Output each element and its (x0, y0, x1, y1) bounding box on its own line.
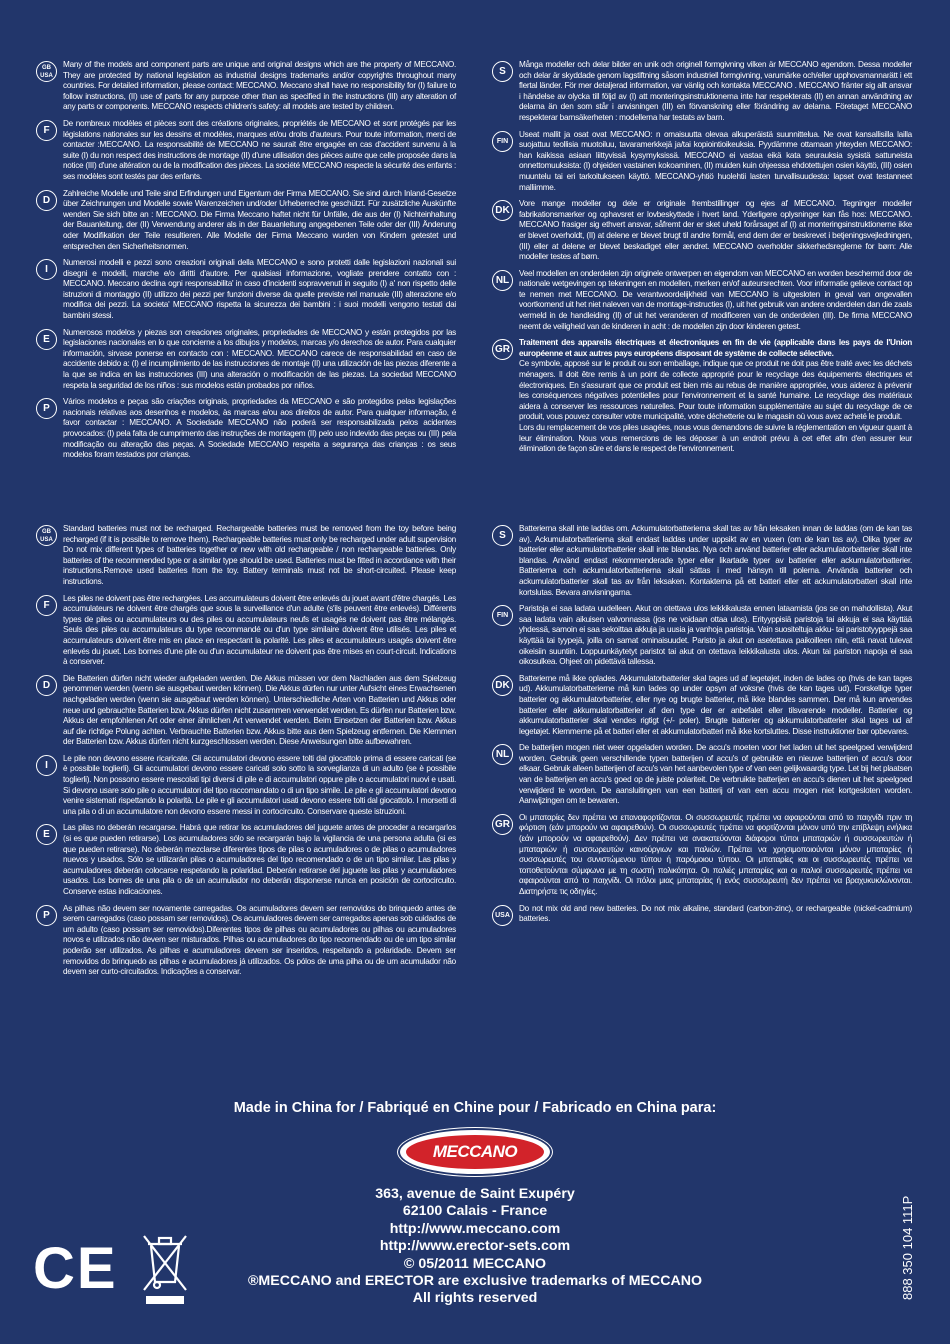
language-block-p (36, 904, 456, 978)
notice-text: Many of the models and component parts are unique and original designs which are the property of MECCANO. They are protected by national legislation as industrial designs trademarks and/or copyrights throughout many countries. For detailed information, please contact: MECCANO. Meccano shall have no responsibility for (I) failure to follow instructions, (II) use of parts for any purpose other than as specified in the instructions (III) any alteration of any parts or components. MECCANO respects children's safety: all models are tested by children. (63, 60, 456, 112)
language-badge-icon: USA (492, 905, 513, 926)
website-meccano[interactable]: http://www.meccano.com (389, 1220, 561, 1237)
language-block-gr (492, 338, 912, 455)
language-block-d (36, 674, 456, 748)
language-text-wrap (519, 813, 912, 898)
language-block-gr (492, 813, 912, 898)
language-badge-icon: DK (492, 675, 513, 696)
language-text-wrap (519, 269, 912, 333)
language-text-wrap (519, 338, 912, 455)
website-erector[interactable]: http://www.erector-sets.com (379, 1238, 571, 1255)
meccano-logo-oval (406, 1135, 544, 1169)
language-code-part: USA (40, 72, 53, 79)
notice-text: De batterijen mogen niet weer opgeladen worden. De accu's moeten voor het laden uit het speelgoed verwijderd worden. Gebruik geen verschillende typen batterijen of accu's of gebruikte en nieuwe batterijen of accu's door elkaar. Gebruik alleen batterijen of accu's van het aanbevolen type of van een gelijkwaardig type. Let bij het plaatsen van de batterijen en accu's goed op de juiste polariteit. De verbruikte batterijen en accu's dienen uit het speelgoed verwijderd te worden. De aansluitingen van een batterij of van een accu mogen niet kortgesloten worden. Aanwijzingen om te bewaren. (519, 743, 912, 806)
language-text-wrap (63, 189, 456, 253)
language-block-s (492, 524, 912, 598)
language-badge-icon: I (36, 755, 57, 776)
language-text-wrap (63, 674, 456, 748)
language-block-usa (492, 904, 912, 926)
language-badge-icon: D (36, 675, 57, 696)
rights-reserved-line: All rights reserved (412, 1290, 538, 1307)
language-badge-icon: DK (492, 200, 513, 221)
notice-text: Les piles ne doivent pas être rechargées. Les accumulateurs doivent être enlevés du jouet avant d'être chargés. Les accumulateurs ne doivent être chargés que sous la surveillance d'un adulte (s'ils peuvent être enlevés). Différents types de piles ou accumulateurs ou des piles ou accumulateurs neufs et usagés ne doivent pas être mélangés. Seuls des piles ou accumulateurs du type recommandé ou d'un type similaire doivent être utilisés. Les piles et accumulateurs doivent être mis en place en respectant la polarité. Les piles et accumulateurs usagés doivent être enlevés du jouet. Les bornes d'une pile ou d'un accumulateur ne doivent pas être mises en court-circuit. Indications à conserver. (63, 593, 456, 667)
language-badge-icon: P (36, 905, 57, 926)
language-block-e (36, 328, 456, 392)
language-block-fin (492, 604, 912, 668)
notice-text: Useat mallit ja osat ovat MECCANO: n omaisuutta olevaa alkuperäistä suunnittelua. Ne ovat kansallisilla lailla suojattuu teollisia muotoiluu, tavaramerkkejä ja/tai kopiointioikeuksia. Pyydämme ottamaan yhteyden MECCANO: han kaikissa asiaan liittyvissä kysymyksissä. MECCANO ei vastaa eikä kata seurauksia sysistä sattuneista onnettomuuksista: (I) ohjeiden vastainen kokoaminen, (II) muiden kuin ohjeessa ehdotettujen osien käyttö, (III) osien muuntelu tai eri tarkoitukseen käyttö. MECCANO-yhtiö huolehtii lasten turvallisuudesta: lapset ovat testanneet malliimme. (519, 129, 912, 192)
language-badge-icon: I (36, 259, 57, 280)
language-badge-icon: F (36, 120, 57, 141)
language-block-p (36, 397, 456, 461)
notice-text: De nombreux modèles et pièces sont des créations originales, propriétés de MECCANO et sont protégés par les législations nationales sur les dessins et modèles, marques et/ou droits d'auteurs. Pour toute information, merci de contacter :MECCANO. La responsabilité de MECCANO ne saurait être engagée en cas d'accident survenu à la suite (I) du non respect des instructions de montage (II) d'une utilisation des pièces autre que celle proposée dans la notice (III) d'une altération ou de la modification des pièces. La société MECCANO respecte la sécurité des enfants : ses modèles sont testés par des enfants. (63, 118, 456, 181)
language-block-dk (492, 674, 912, 738)
language-block-dk (492, 199, 912, 263)
legal-left-column (36, 60, 456, 467)
language-block-nl (492, 269, 912, 333)
language-code-part: GB (42, 64, 51, 71)
language-block-fin (492, 130, 912, 194)
language-text-wrap (519, 524, 912, 598)
notice-text: Numerosos modelos y piezas son creaciones originales, propriedades de MECCANO y están protegidos por las legislaciones nacionales en lo que concierne a los dibujos y modelos, marcas y/o derechos de autor. Para cualquier información, sirvase ponerse en contacto con : MECCANO. MECCANO carece de responsabilidad en caso de accidente debido a: (I) el incumplimiento de las instrucciones de montaje (II) una utilización de las piezas diferente a la que se indica en las instrucciones (III) una alteración o modificación de las piezas. La sociedad MECCANO respeta la seguridad de los niños : sus modelos están probados por niños. (63, 327, 456, 390)
language-badge-icon: FIN (492, 131, 513, 152)
notice-text: Numerosi modelli e pezzi sono creazioni originali della MECCANO e sono protetti dalle legislazioni nazionali sui disegni e modelli, marche e/o diritti d'autore. Per qualsiasi informazione, vogliate prendere contatto con : MECCANO. Meccano declina ogni responsabilita' in caso d'incidenti sopravvenuti in seguito (I) a' non rispetto delle istruzioni di montaggio (II) utilizzo dei pezzi per funzioni diverse da quelle previste nel manuale (III) alterazione e/o modifica dei pezzi. La societa' MECCANO rispetta la sicurezza dei bambini : i suoi modelli vengono testati dai bambini stessi. (63, 258, 456, 321)
notice-text: Veel modellen en onderdelen zijn originele ontwerpen en eigendom van MECCANO en worden beschermd door de nationale wetgevingen op tekeningen en modellen, merken en/of auteursrechten. Voor informatie gelieve contact op te nemen met MECCANO. De verantwoordelijkheid van MECCANO is uitgesloten in geval van ongevallen voortkomend uit het niet naleven van de montage-instructies (I), uit het gebruik van andere onderdelen dan die zaals vermeld in de handleiding (II) of uit het veranderen of modificeren van de onderdelen (III). De firma MECCANO neemt de veiligheid van de kinderen in acht : de modellen zijn door kinderen getest. (519, 268, 912, 331)
language-badge-icon: F (36, 595, 57, 616)
notice-text: Batterierna skall inte laddas om. Ackumulatorbatterierna skall tas av från leksaken innan de laddas (om de kan tas av). Ackumulatorbatterierna skall endast laddas under uppsikt av en vuxen (om de kan tas av). Olika typer av batterier eller ackumulatorbatterier skall inte blandas. Nya och använd batterier eller ackumulatorbatterier skall inte blandas. Använd endast rekommenderade typer eller likartade typer av batterier eller ackumulatorbatterier. Batterierna och ackumulatorbatterierna skall sättas i med hänsyn till polerna. Använda batterier och ackumulatorbatterier skall tas av från leksaken. Kontakterna på ett batteri eller ett ackumulatorbatteri skall inte kortslutas. Bevara anvisningarna. (519, 524, 912, 597)
notice-text: Standard batteries must not be recharged. Rechargeable batteries must be removed from the toy before being recharged (if it is possible to remove them). Rechargeable batteries must only be recharged under adult supervision Do not mix different types of batteries together or new with old rechargeable / non rechargeable batteries. Only batteries of the recommended type or a similar type should be used. Batteries must be fitted in accordance with their instructions.Remove used batteries from the toy. Battery terminals must not be short-circuited. Please keep instructions. (63, 524, 456, 586)
language-badge-icon: E (36, 824, 57, 845)
notice-text: Batterierne må ikke oplades. Akkumulatorbatterier skal tages ud af legetøjet, inden de lades op (hvis de kan tages ud). Akkumulatorbatterierne må kun lades op under opsyn af voksne (hvis de kan tages ud). Forskellige typer batterier og akkumulatorbatterier, eller nye og brugte batterier, må ikke blandes sammen. Der må kun anvendes batterier eller akkumulatorbatterier af den type der er anbefalet eller tilsvarende modeller. Batterier og akkumulatorbatterier skal vendes rigtigt (+/- poler). Brugte batterier og akkumulatorbatterier skal tages ud af legetøjet. Klemmerne på et batteri eller et akkumulatorbatteri må ikke kortsluttes. Disse instruktioner bør opbevares. (519, 673, 912, 736)
battery-right-column (492, 524, 912, 932)
copyright-line: © 05/2011 MECCANO (403, 1255, 547, 1272)
notice-text: Do not mix old and new batteries. Do not mix alkaline, standard (carbon-zinc), or rechargeable (nickel-cadmium) batteries. (519, 903, 912, 924)
language-badge-icon (36, 525, 57, 546)
made-in-china-line: Made in China for / Fabriqué en Chine pour / Fabricado en China para: (233, 1100, 717, 1116)
language-badge-icon (36, 61, 57, 82)
address-city: 62100 Calais - France (402, 1203, 548, 1220)
language-block-nl (492, 743, 912, 807)
language-text-wrap (63, 904, 456, 978)
notice-text: Vários modelos e peças são criações originais, propriedades da MECCANO e são protegidos pelas legislações nacionais relativas aos desenhos e modelos, às marcas e/ou aos direitos de autor. Para qualquer informação, é favor contactar : MECCANO. A Sociedade MECCANO não poderá ser responsabilizada pelos acidentes provocados: (I) pela falta de cumprimento das instruções de montagem (II) pelo uso indevido das peças ou (III) pela modificação ou alteração das peças. A Sociedade MECCANO respeita a segurança das crianças : os seus modelos foram testados por crianças. (63, 397, 456, 460)
language-text-wrap (519, 60, 912, 124)
notice-text: Οι μπαταρίες δεν πρέπει να επαναφορτίζονται. Οι συσσωρευτές πρέπει να αφαιρούνται από το παιχνίδι πριν τη φόρτιση (εάν μπορούν να αφαιρεθούν). Οι συσσωρευτές πρέπει να φορτίζονται μόνον υπό την επίβλεψη ενήλικα (εάν μπορούν να αφαιρεθούν). Δεν πρέπει να ανακατεύονται διάφοροι τύποι μπαταριών ή συσσωρευτών ή μπαταριών ή συσσωρευτών καινούργιων και παλιών. Πρέπει να χρησιμοποιούνται μόνον μπαταρίες ή συσσωρευτές του συνιστώμενου τύπου ή παρόμοιου τύπου. Οι μπαταρίες και οι συσσωρευτές πρέπει να τοποθετούνται σύμφωνα με τη σωστή πολικότητα. Οι παλιές μπαταρίες και οι παλιοί συσσωρευτές πρέπει να αφαιρούνται από το παιχνίδι. Οι πόλοι μιας μπαταρίας ή ενός συσσωρευτή δεν πρέπει να βραχυκυκλώνονται. Διατηρήστε τις οδηγίες. (519, 812, 912, 896)
notice-title: Traitement des appareils électriques et électroniques en fin de vie (applicable dans les pays de l'Union européenne et aux autres pays européens disposant de système de collecte sélective. (519, 338, 912, 358)
language-badge-icon: FIN (492, 605, 513, 626)
language-code-part: GB (42, 528, 51, 535)
language-block-i (36, 754, 456, 818)
notice-text: Le pile non devono essere ricaricate. Gli accumulatori devono essere tolti dal giocattolo prima di essere caricati (se è possibile toglierli). Gli accumulatori devono essere caricati solo sotto la sorveglianza di un adulto (se è possibile toglierli). Non possono essere mescolati tipi diversi di pile e di accumulatori oppure pile o accumulatori nuovi e usati. Si devono usare solo pile o accumulatori del tipo raccomandato o di un tipo simile. Le pile e gli accumulatori devono venire sistemati rispettando la polarità. Le pile e gli accumulatori usati devono essere tolti dal giocattolo. I morsetti di una pila o di un accumulatore non devono essere messi in cortocircuito. Conservare queste istruzioni. (63, 753, 456, 816)
language-text-wrap (519, 199, 912, 263)
language-badge-icon: GR (492, 339, 513, 360)
language-badge-icon: S (492, 61, 513, 82)
language-badge-icon: P (36, 398, 57, 419)
meccano-logo-text: MECCANO (432, 1142, 518, 1161)
notice-text: Zahlreiche Modelle und Teile sind Erfindungen und Eigentum der Firma MECCANO. Sie sind durch Inland-Gesetze über Zeichnungen und Modelle sowie Warenzeichen und/oder Urheberrechte geschützt. Für zusätzliche Auskünfte wenden Sie sich bitte an : MECCANO. Die Firma Meccano haftet nicht für Unfälle, die aus der (I) Nichteinhaltung der Bauanleitung, der (II) Verwendung anderer als in der Bauanleitung angegebenen Teile oder der (III) Änderung oder Modifikation der Teile resultieren. Alle Modelle der Firma Meccano wurden von Kindern getestet und entsprechen den Sicherheitsnormen. (63, 188, 456, 251)
notice-text: Die Batterien dürfen nicht wieder aufgeladen werden. Die Akkus müssen vor dem Nachladen aus dem Spielzeug genommen werden (wenn sie ausgebaut werden können). Die Akkus dürfen nur unter Aufsicht eines Erwachsenen nachgeladen werden (wenn sie ausgebaut werden können). Unterschiedliche Arten von Batterien und Akkus oder neue und gebrauchte Batterien bzw. Akkus dürfen nicht zusammen verwendet werden. Es dürfen nur Batterien bzw. Akkus der empfohlenen Art oder einer ähnlichen Art verwendet werden. Beim Einsetzen der Batterien bzw. Akkus auf die richtige Polung achten. Verbrauchte Batterien bzw. Akkus bitte aus dem Spielzeug entfernen. Die Klemmen der Batterien bzw. Akkus dürfen nicht kurzgeschlossen werden. Diese Anweisungen bitte aufbewahren. (63, 673, 456, 747)
language-text-wrap (63, 594, 456, 668)
language-badge-icon: NL (492, 270, 513, 291)
notice-text: Vore mange modeller og dele er originale frembstillinger og ejes af MECCANO. Tegninger modeller fabrikationsmærker og ophavsret er lovbeskyttede i hvert land. Yderligere oplysninger kan fås hos: MECCANO. MECCANO frasiger sig ethvert ansvar, såfremt der er sket uheld forårsaget af (I) at monteringsinstruktionerne ikke er blevet overholdt, (II) at delene er blevet brugt til andre formål, end dem der er beskrevet i betjeningsvejledningen, (III) eller at delene er blevet beskadiget eller ændret. MECCANO overholder sikkerhedsreglerne for børn: Alle modeller testes af børn. (519, 199, 912, 262)
language-block-s (492, 60, 912, 124)
notice-text: As pilhas não devem ser novamente carregadas. Os acumuladores devem ser removidos do brinquedo antes de serem carregados (caso possam ser removidos). Os acumuladores devem ser carregados apenas sob cuidados de um adulto (caso possam ser removidos).Diferentes tipos de pilhas ou acumuladores ou pilhas ou acumuladores novos e utilizados não devem ser misturados. Pilhas ou acumuladores do tipo recomendado ou de um tipo similar poderão ser utilizados. As pilhas e acumuladores devem ser inseridos, respeitando a polaridade. Devem ser removidos do brinquedo as pilhas e acumuladores já utilizados. Os pólos de uma pilha ou de um acumulador não devem ser curto-circuitados. Indicações a conservar. (63, 903, 456, 977)
language-badge-icon: NL (492, 744, 513, 765)
language-text-wrap (63, 823, 456, 897)
notice-text: Las pilas no deberán recargarse. Habrá que retirar los acumuladores del juguete antes de proceder a recargarlos (si es que pueden retirarse). Los acumuladores sólo se recargarán bajo la vigilancia de una persona adulta (si es que pueden retirarse). No deberán mezclarse diferentes tipos de pilas o acumuladores o de pilas o acumuladores nuevos y usados. Sólo se utilizarán pilas o acumuladores del tipo recomendado o de un tipo similar. Las pilas y acumuladores deberán colocarse respetando la polaridad. Deberán retirarse del juguete las pilas y acumuladores usados. Los bornes de una pila o de un acumulador no deberán disponerse nunca en posición de cortocircuito. Conserve estas indicaciones. (63, 823, 456, 896)
language-badge-icon: D (36, 190, 57, 211)
language-text-wrap (519, 904, 912, 925)
language-text-wrap (63, 524, 456, 588)
crossed-out-bin-icon (140, 1232, 190, 1311)
battery-left-column (36, 524, 456, 984)
language-block-f (36, 119, 456, 183)
language-text-wrap (63, 754, 456, 818)
language-code-part: USA (40, 536, 53, 543)
language-block-e (36, 823, 456, 897)
language-block-gb-usa (36, 524, 456, 588)
language-text-wrap (63, 119, 456, 183)
language-badge-icon: E (36, 329, 57, 350)
meccano-logo (400, 1130, 550, 1174)
language-text-wrap (519, 674, 912, 738)
language-text-wrap (63, 328, 456, 392)
notice-text: Många modeller och delar bilder en unik och originell formgivning vilken är MECCANO egendom. Dessa modeller och delar är skyddade genom lagstiftning såsom industriell formgivning, varumärke och/eller upphovsmannarätt i ett flertal länder. För mer detaljerad information, var vänlig och kontakta MECCANO . MECCANO fränter sig allt ansvar i händelse av olycka till följd av (I) att monteringsinstruktionerna inte har respekterats (II) en annan användning av delarna än den som står i anvisningen (III) en förvanskning eller förändring av delarna. Företaget MECCANO respekterar barnsäkerheten : modellerna har testats av barn. (519, 60, 912, 122)
language-text-wrap (519, 130, 912, 194)
language-block-gb-usa (36, 60, 456, 113)
language-text-wrap (63, 60, 456, 113)
language-block-d (36, 189, 456, 253)
notice-text: Ce symbole, apposé sur le produit ou son emballage, indique que ce produit ne doit pas être traité avec les déchets ménagers. Il doit être remis à un point de collecte approprié pour le recyclage des équipements électriques et électroniques. En s'assurant que ce produit est bien mis au rebus de manière appropriée, vous aiderez à prévenir les conséquences négatives potentielles pour l'environnement et la santé humaine. Le recyclage des matériaux aidera à conserver les ressources naturelles. Pour toute information supplémentaire au sujet du recyclage de ce produit, vous pouvez consulter votre municipalité, votre déchetterie ou le magasin où vous avez acheté le produit. Lors du remplacement de vos piles usagées, nous vous demandons de suivre la réglementation en vigueur quant à leur élimination. Nous vous remercions de les déposer à un endroit prévu à cet effet afin d'en assurer leur élimination de façon sûre et dans le respect de l'environnement. (519, 359, 912, 454)
language-text-wrap (63, 258, 456, 322)
product-code: 888 350 104 111P (900, 1195, 915, 1300)
notice-text: Paristoja ei saa ladata uudelleen. Akut on otettava ulos leikkikalusta ennen lataamista (jos se on mahdollista). Akut saa ladata vain aikuisen valvonnassa (jos ne voidaan ottaa ulos). Erityyppisiä paristoja tai akkuja ei saa käyttää yhdessä, samoin ei saa sekoittaa akkuja ja uusia ja vanhoja paristoja. Vain suositeltuja akku- tai paristotyyppejä saa käyttää tai tyypejä, joilla on samat ominaisuudet. Paristo ja akut on asetettava paikoilleen niin, että navat tulevat oikeisiin suuntiin. Loppuunkäytetyt paristot tai akut on otettava leikkikalusta ulos. Akun tai pariston napoja ei saa oikosulkea. Ohjeet on pidettävä tallessa. (519, 604, 912, 667)
language-text-wrap (519, 743, 912, 807)
language-text-wrap (63, 397, 456, 461)
language-text-wrap (519, 604, 912, 668)
language-badge-icon: GR (492, 814, 513, 835)
language-block-f (36, 594, 456, 668)
trademark-line: ®MECCANO and ERECTOR are exclusive trademarks of MECCANO (247, 1273, 703, 1290)
legal-right-column (492, 60, 912, 461)
ce-mark-icon: CE (33, 1236, 118, 1301)
address-street: 363, avenue de Saint Exupéry (375, 1186, 575, 1202)
language-badge-icon: S (492, 525, 513, 546)
language-block-i (36, 258, 456, 322)
